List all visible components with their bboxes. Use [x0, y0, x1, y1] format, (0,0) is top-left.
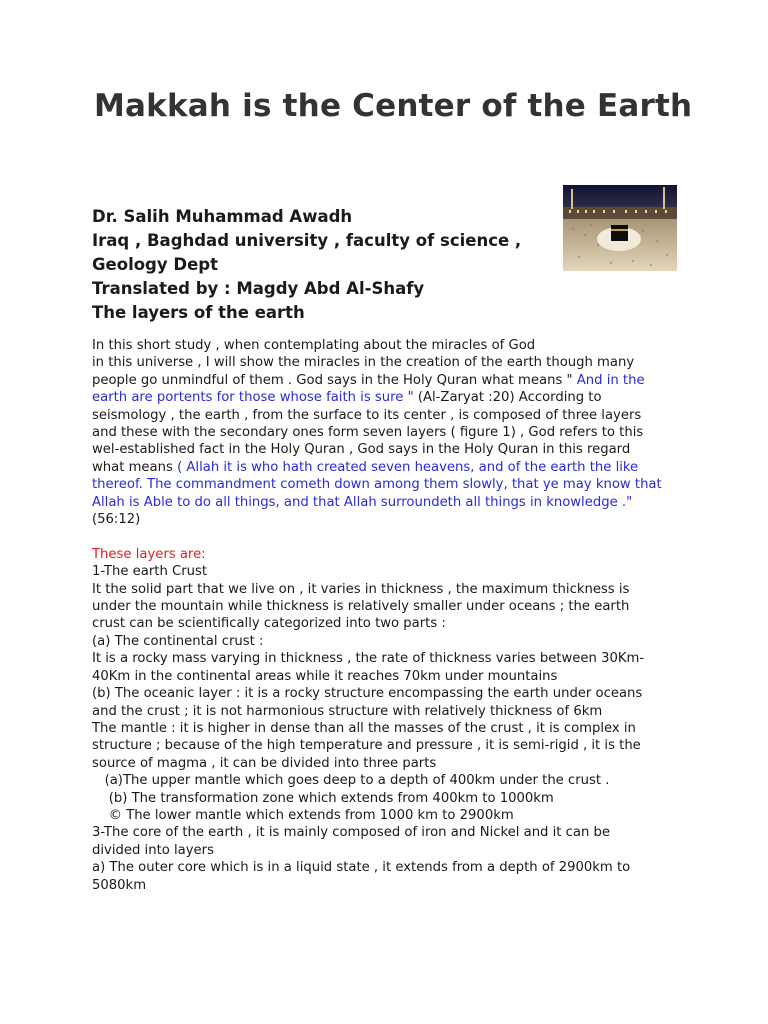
affiliation-line-2: Geology Dept [92, 255, 218, 274]
body-text [92, 337, 680, 894]
quran-quote: thereof. The commandment cometh down among them slowly, that ye may know that [92, 477, 662, 493]
intro-text: (Al-Zaryat :20) According to [413, 390, 602, 406]
kaaba-photo [563, 185, 677, 271]
document-title: Makkah is the Center of the Earth [94, 88, 693, 124]
crust-line: It is a rocky mass varying in thickness , the rate of thickness varies between 30Km- [92, 651, 645, 667]
mantle-line: The mantle : it is higher in dense than all the masses of the crust , it is complex in [92, 720, 636, 736]
layers-heading: These layers are: [92, 546, 206, 562]
intro-line: (56:12) [92, 512, 141, 528]
crust-line: 40Km in the continental areas while it reaches 70km under mountains [92, 668, 558, 684]
mantle-line: source of magma , it can be divided into three parts [92, 755, 437, 771]
intro-line: In this short study , when contemplating about the miracles of God [92, 338, 536, 353]
translator-credit: Translated by : Magdy Abd Al-Shafy [92, 279, 425, 298]
crust-title: 1-The earth Crust [92, 564, 208, 580]
crust-line: under the mountain while thickness is relatively smaller under oceans ; the earth [92, 599, 630, 615]
crust-line: crust can be scientifically categorized into two parts : [92, 616, 446, 632]
document-header [92, 205, 521, 325]
core-line: 5080km [92, 877, 147, 893]
intro-line [92, 459, 680, 476]
intro-line: in this universe , I will show the miracles in the creation of the earth though many [92, 355, 635, 371]
intro-line [92, 372, 680, 389]
mantle-line: © The lower mantle which extends from 1000 km to 2900km [92, 807, 514, 823]
quran-quote: Allah is Able to do all things, and that Allah surroundeth all things in knowledge ." [92, 494, 633, 510]
mantle-line: (b) The transformation zone which extends from 400km to 1000km [92, 790, 554, 806]
crust-line: and the crust ; it is not harmonious structure with relatively thickness of 6km [92, 703, 603, 719]
intro-line [92, 389, 680, 406]
intro-line: and these with the secondary ones form seven layers ( figure 1) , God refers to this [92, 425, 644, 441]
crust-line: (b) The oceanic layer : it is a rocky structure encompassing the earth under oceans [92, 686, 643, 702]
quran-quote: And in the [576, 372, 645, 388]
kaaba-photo-illustration [563, 185, 677, 271]
crust-line: (a) The continental crust : [92, 633, 264, 649]
intro-text: what means [92, 459, 178, 475]
core-line: 3-The core of the earth , it is mainly composed of iron and Nickel and it can be [92, 825, 611, 841]
crust-line: It the solid part that we live on , it varies in thickness , the maximum thickness is [92, 581, 630, 597]
author-name: Dr. Salih Muhammad Awadh [92, 207, 353, 226]
intro-text: people go unmindful of them . God says in the Holy Quran what means " [92, 372, 577, 388]
quran-quote: earth are portents for those whose faith is sure " [92, 390, 414, 406]
intro-line: wel-established fact in the Holy Quran , God says in the Holy Quran in this regard [92, 442, 631, 458]
core-line: a) The outer core which is in a liquid state , it extends from a depth of 2900km to [92, 860, 631, 876]
core-line: divided into layers [92, 842, 214, 858]
affiliation-line-1: Iraq , Baghdad university , faculty of science , [92, 231, 522, 250]
quran-quote: ( Allah it is who hath created seven heavens, and of the earth the like [177, 459, 639, 475]
intro-line: seismology , the earth , from the surface to its center , is composed of three layers [92, 407, 642, 423]
mantle-line: structure ; because of the high temperature and pressure , it is semi-rigid , it is the [92, 738, 641, 754]
mantle-line: (a)The upper mantle which goes deep to a depth of 400km under the crust . [92, 773, 610, 789]
paragraph-gap [92, 528, 680, 545]
section-heading: The layers of the earth [92, 303, 305, 322]
